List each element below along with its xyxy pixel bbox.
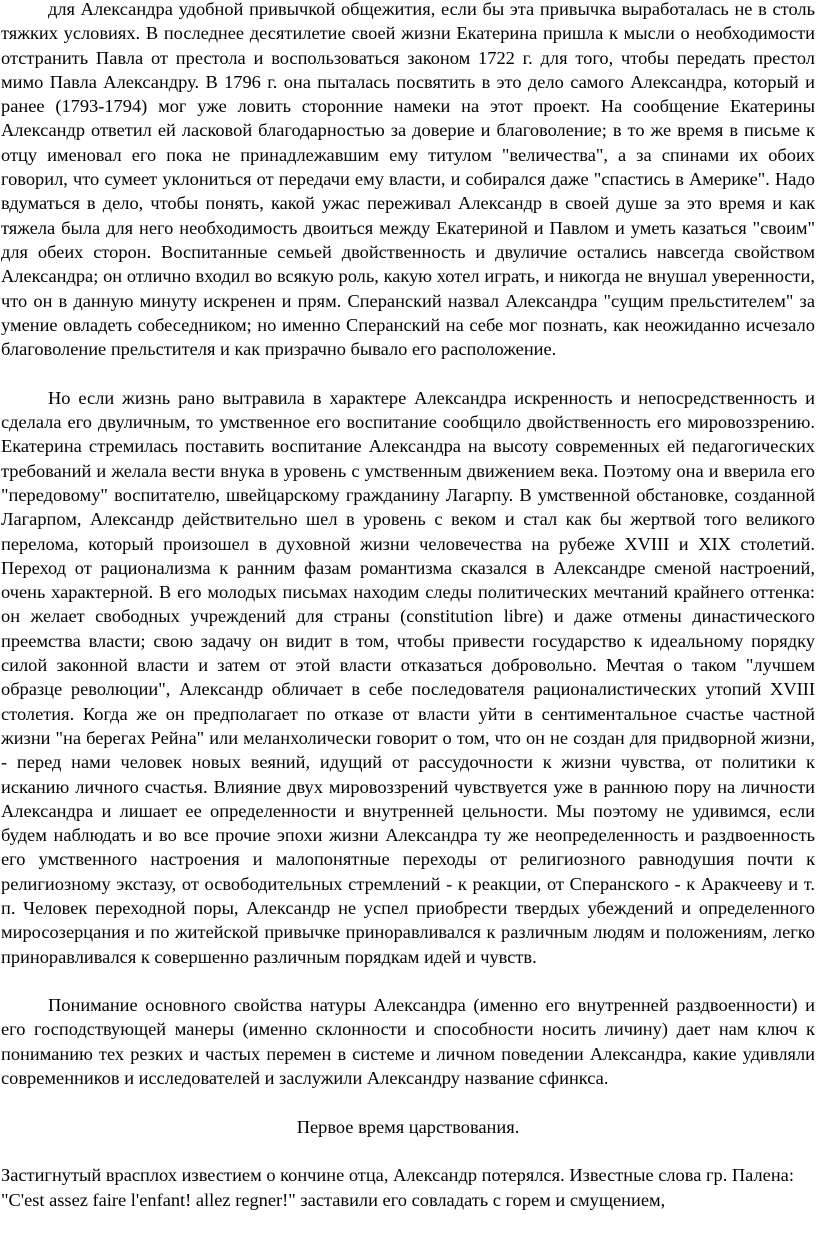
paragraph-3: Понимание основного свойства натуры Александра (именно его внутренней раздвоенности) и его господствующей манеры (именно склонности и способности носить личину) дает нам ключ к пониманию тех резких и частых перемен в системе и личном поведении Александра, какие удивляли современников и исследователей и заслужили Александру название сфинкса. <box>1 995 815 1089</box>
paragraph-spacer <box>1 1139 815 1163</box>
section-heading: Первое время царствования. <box>296 1116 520 1137</box>
paragraph-2: Но если жизнь рано вытравила в характере Александра искренность и непосредственность и сделала его двуличным, то умственное его воспитание сообщило двойственность его мировоззрению. Екатерина стремилась поставить воспитание Александра на высоту современных ей педагогических требований и желала вести внука в уровень с умственным движением века. Поэтому она и вверила его "передовому" воспитателю, швейцарскому гражданину Лагарпу. В умственной обстановке, созданной Лагарпом, Александр действительно шел в уровень с веком и стал как бы жертвой того великого перелома, который произошел в духовной жизни человечества на рубеже XVIII и XIX столетий. Переход от рационализма к ранним фазам романтизма сказался в Александре сменой настроений, очень характерной. В его молодых письмах находим следы политических мечтаний крайнего оттенка: он желает свободных учреждений для страны (constitution libre) и даже отмены династического преемства власти; свою задачу он видит в том, чтобы привести государство к идеальному порядку силой законной власти и затем от этой власти отказаться добровольно. Мечтая о таком "лучшем образце революции", Александр обличает в себе последователя рационалистических утопий XVIII столетия. Когда же он предполагает по отказе от власти уйти в сентиментальное счастье частной жизни "на берегах Рейна" или меланхолически говорит о том, что он не создан для придворной жизни, - перед нами человек новых веяний, идущий от рассудочности к жизни чувства, от политики к исканию личного счастья. Влияние двух мировоззрений чувствуется уже в раннюю пору на личности Александра и лишает ее определенности и внутренней цельности. Мы поэтому не удивимся, если будем наблюдать и во все прочие эпохи жизни Александра ту же неопределенность и раздвоенность его умственного настроения и малопонятные переходы от религиозного равнодушия почти к религиозному экстазу, от освободительных стремлений - к реакции, от Сперанского - к Аракчееву и т. п. Человек переходной поры, Александр не успел приобрести твердых убеждений и определенного миросозерцания и по житейской привычке приноравливался к различным людям и положениям, легко приноравливался к совершенно различным порядкам идей и чувств. <box>1 387 815 967</box>
paragraph-4: Застигнутый врасплох известием о кончине отца, Александр потерялся. Известные слова гр. Палена: "C'est assez faire l'enfant! allez regner!" заставили его совладать с горем и смущением, <box>1 1165 794 1210</box>
paragraph-1: для Александра удобной привычкой общежития, если бы эта привычка выработалась не в столь тяжких условиях. В последнее десятилетие своей жизни Екатерина пришла к мысли о необходимости отстранить Павла от престола и воспользоваться законом 1722 г. для того, чтобы передать престол мимо Павла Александру. В 1796 г. она пыталась посвятить в это дело самого Александра, который и ранее (1793-1794) мог уже ловить сторонние намеки на этот проект. На сообщение Екатерины Александр ответил ей ласковой благодарностью за доверие и благоволение; в то же время в письме к отцу именовал его пока не принадлежавшим ему титулом "величества", а за спинами их обоих говорил, что сумеет уклониться от передачи ему власти, и собирался даже "спастись в Америке". Надо вдуматься в дело, чтобы понять, какой ужас переживал Александр в своей душе за это время и как тяжела была для него необходимость двоиться между Екатериной и Павлом и уметь казаться "своим" для обеих сторон. Воспитанные семьей двойственность и двуличие остались навсегда свойством Александра; он отлично входил во всякую роль, какую хотел играть, и никогда не внушал уверенности, что он в данную минуту искренен и прям. Сперанский назвал Александра "сущим прельстителем" за умение овладеть собеседником; но именно Сперанский на себе мог познать, как неожиданно исчезало благоволение прельстителя и как призрачно бывало его расположение. <box>1 0 815 360</box>
paragraph-spacer <box>1 969 815 993</box>
paragraph-spacer <box>1 361 815 385</box>
paragraph-spacer <box>1 1090 815 1114</box>
